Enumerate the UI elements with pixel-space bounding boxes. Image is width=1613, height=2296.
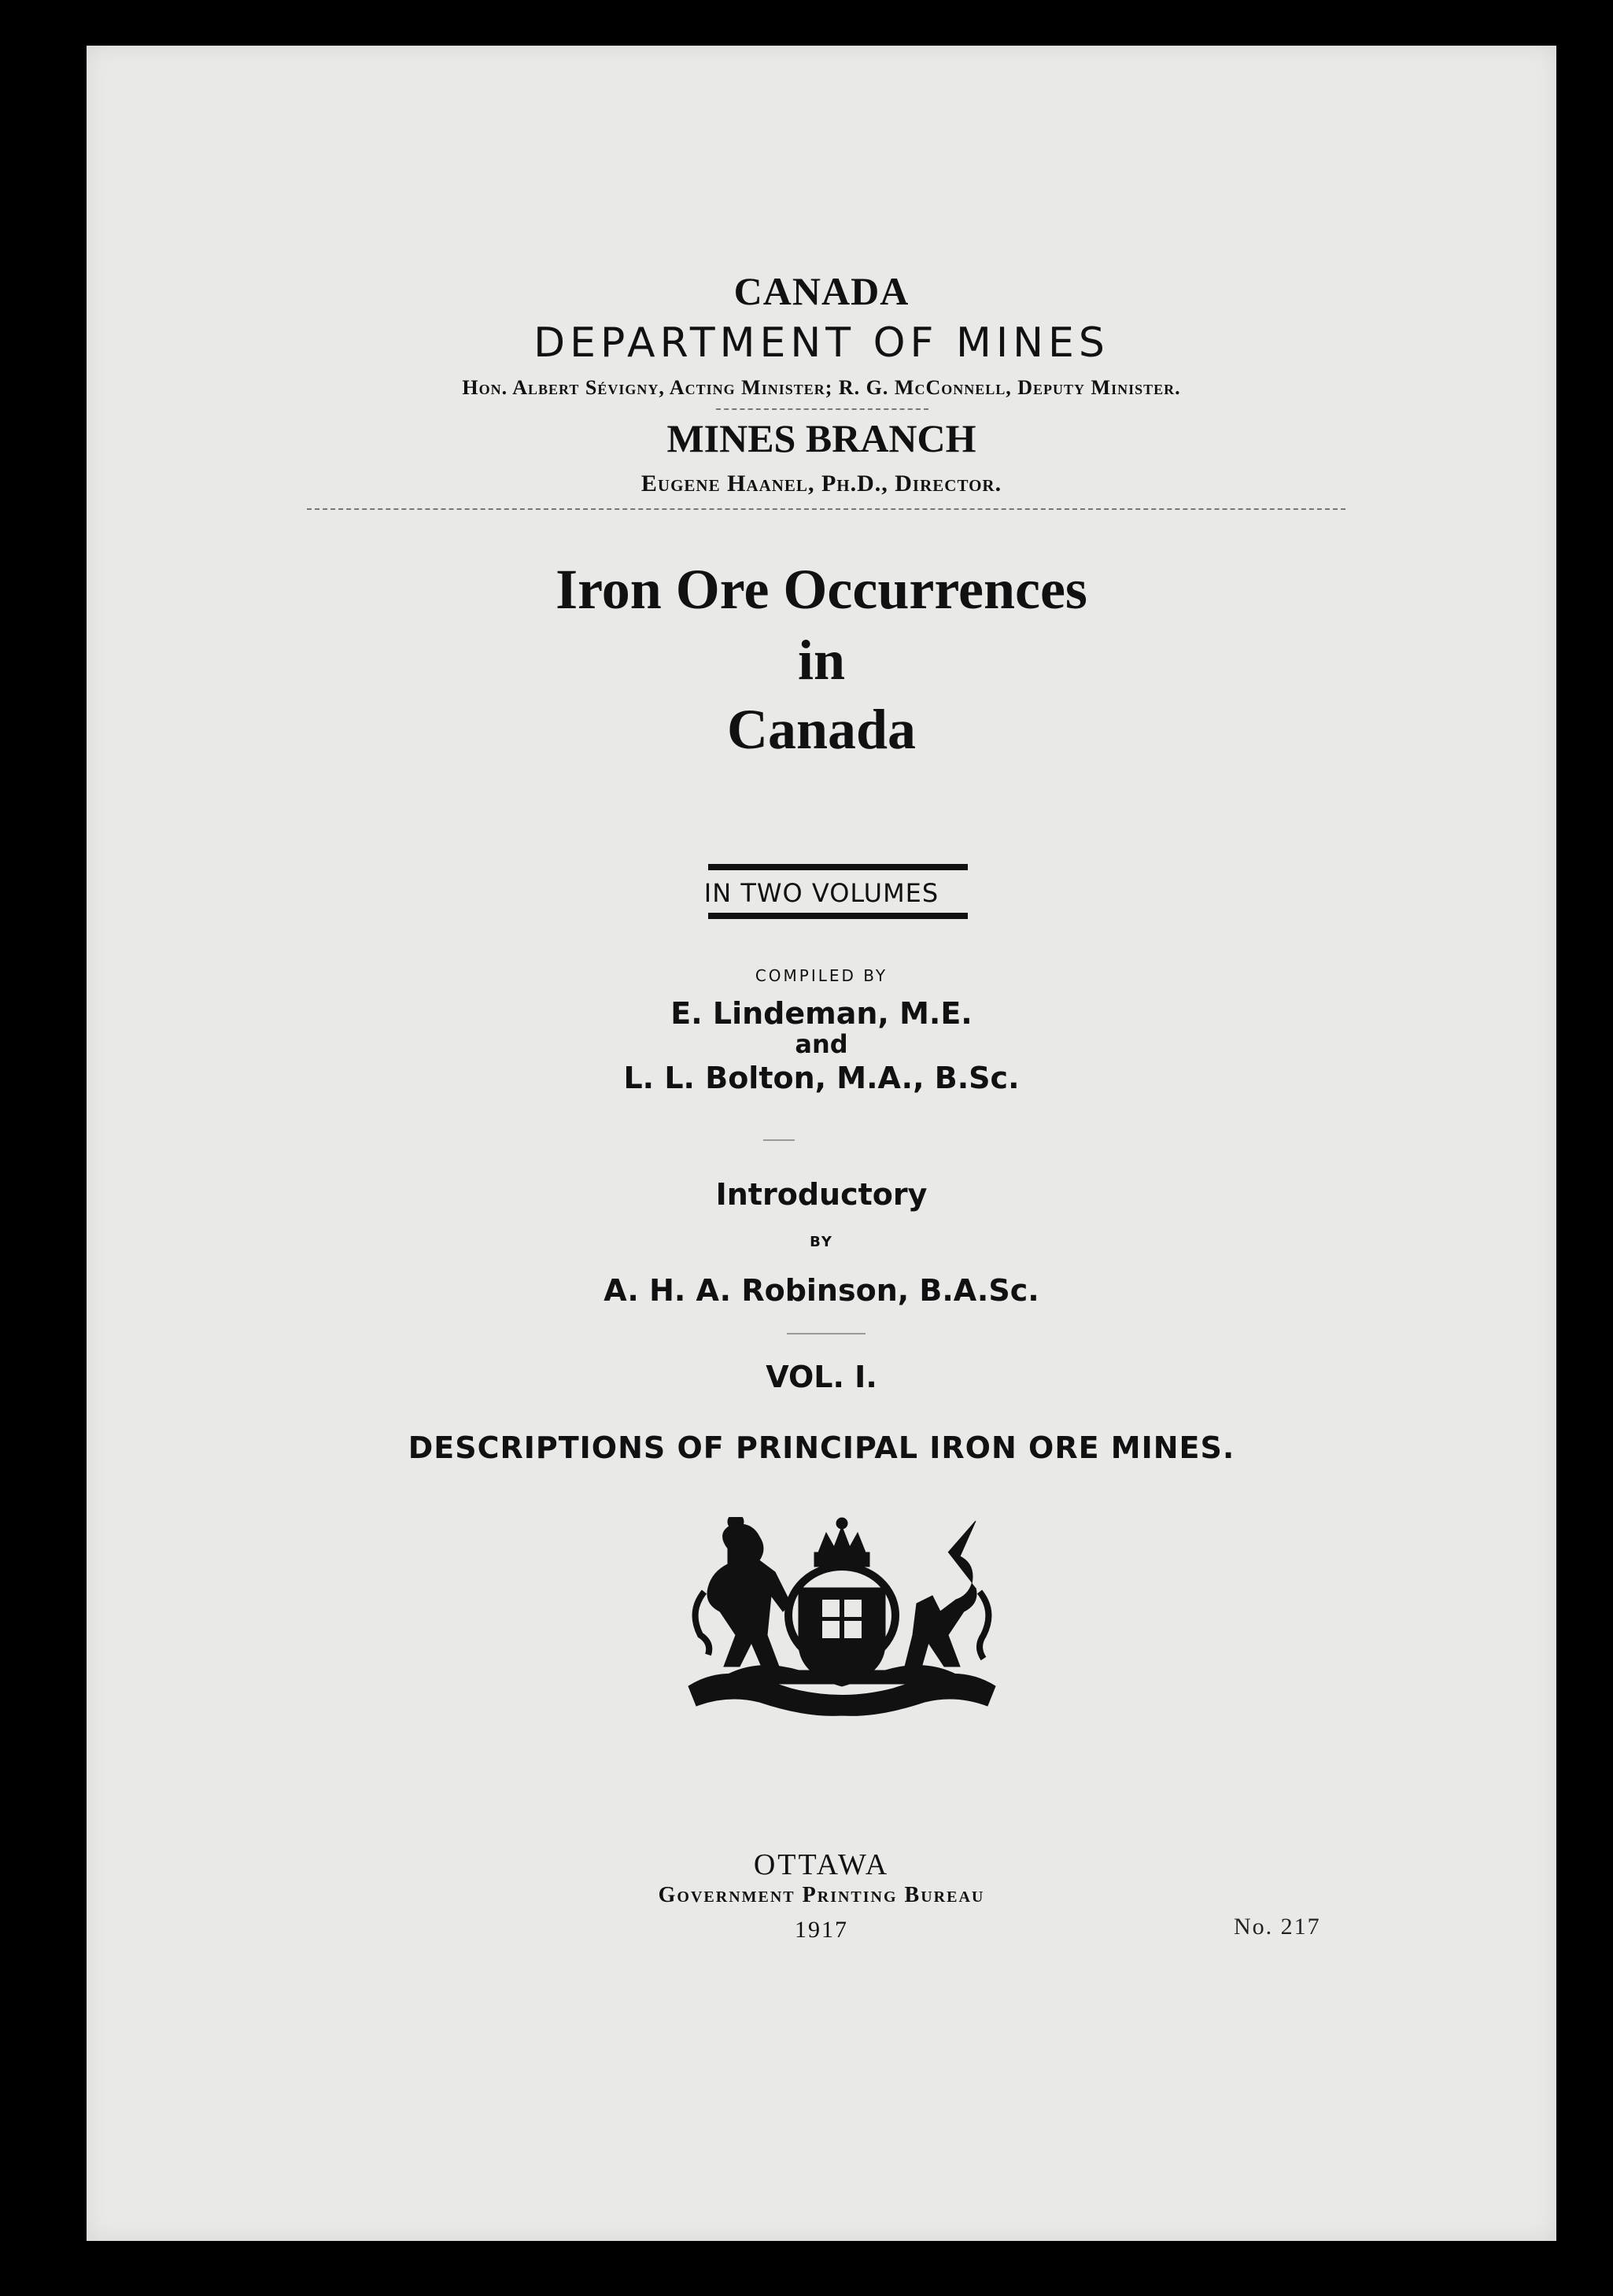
volume-description: DESCRIPTIONS OF PRINCIPAL IRON ORE MINES. [408, 1430, 1235, 1465]
officials-line: Hon. Albert Sévigny, Acting Minister; R. G. McConnell, Deputy Minister. [462, 376, 1181, 399]
imprint-printer: Government Printing Bureau [658, 1883, 985, 1907]
author-bolton: L. L. Bolton, M.A., B.Sc. [623, 1061, 1020, 1095]
publication-number: No. 217 [1234, 1914, 1321, 1940]
title-line-2: in [797, 629, 846, 692]
volumes-note: IN TWO VOLUMES [703, 878, 939, 908]
royal-coat-of-arms-icon [673, 1517, 1011, 1722]
long-divider [307, 508, 1345, 510]
volumes-rule-bottom [708, 913, 968, 919]
author-lindeman: E. Lindeman, M.E. [670, 996, 973, 1031]
imprint-city: OTTAWA [753, 1848, 890, 1881]
department-heading: DEPARTMENT OF MINES [533, 319, 1109, 367]
small-divider-2 [787, 1333, 866, 1334]
introductory-label: Introductory [715, 1177, 928, 1212]
director-line: Eugene Haanel, Ph.D., Director. [640, 471, 1002, 496]
compiled-by-label: COMPILED BY [755, 966, 888, 985]
volume-label: VOL. I. [766, 1360, 877, 1394]
branch-heading: MINES BRANCH [666, 416, 976, 460]
by-label: BY [810, 1234, 833, 1250]
small-divider-1 [763, 1139, 795, 1141]
country-heading: CANADA [733, 269, 910, 313]
title-line-1: Iron Ore Occurrences [556, 558, 1087, 621]
short-divider [716, 408, 928, 410]
author-conjunction: and [795, 1029, 848, 1059]
title-line-3: Canada [726, 698, 917, 761]
volumes-rule-top [708, 864, 968, 870]
author-robinson: A. H. A. Robinson, B.A.Sc. [603, 1273, 1039, 1308]
imprint-year: 1917 [795, 1917, 848, 1943]
title-page [87, 46, 1556, 2241]
